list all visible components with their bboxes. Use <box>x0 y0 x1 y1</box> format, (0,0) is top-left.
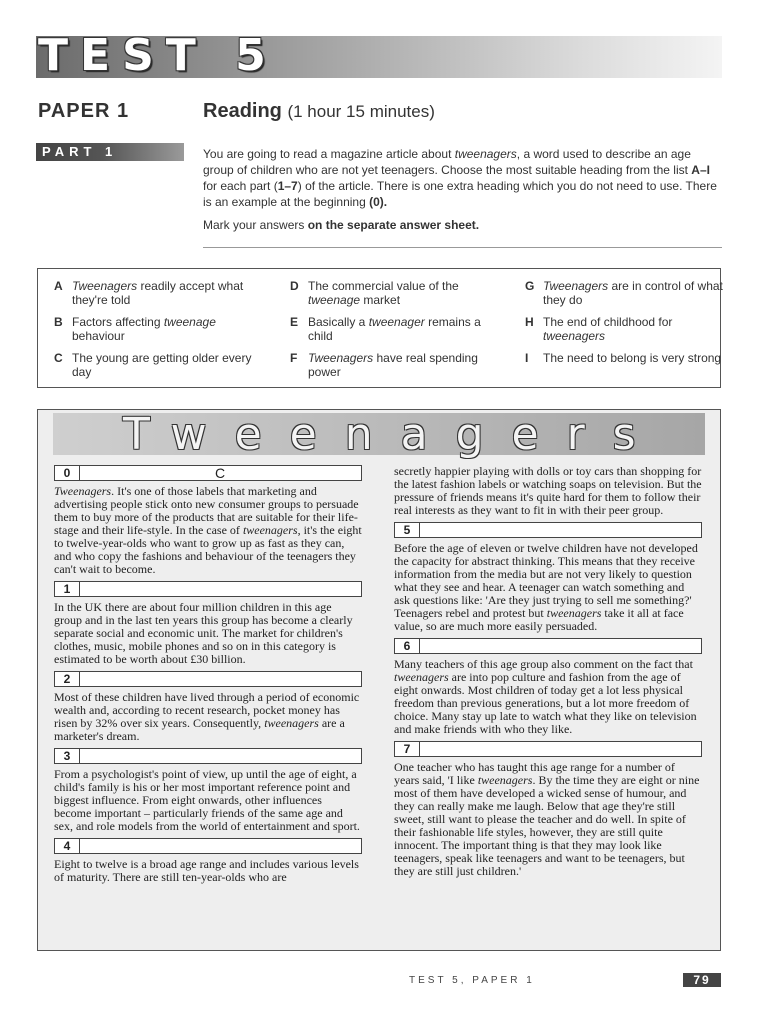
example-answer: C <box>215 465 226 481</box>
answer-box-5[interactable] <box>394 522 702 538</box>
article-paragraph: From a psychologist's point of view, up until the age of eight, a child's family is his or her most important reference point and biggest influence. From eight onwards, other influences become important – particularly friends of the same age and sex, and role models from the world of entertainment and sport. <box>54 767 360 833</box>
instructions: You are going to read a magazine article about tweenagers, a word used to describe an age group of children who are not yet teenagers. Choose the most suitable heading from the list A–I for each part (1–7) of the article. There is one extra heading which you do not need to use. There is an example at the beginning (0). <box>203 147 717 209</box>
article-title: Tweenagers <box>123 409 664 460</box>
heading-option-a <box>54 279 254 307</box>
article-paragraph: One teacher who has taught this age range for a number of years said, 'I like tweenagers. By the time they are eight or nine most of them have developed a wicked sense of humour, and they can really make me laugh. Below that age they're still sweet, still want to please the teacher and do well. In spite of their fashionable life styles, however, they are still quite innocent. The important thing is that they may look like teenagers, speak like teenagers and want to be teenagers, but they are still just children.' <box>394 760 700 878</box>
heading-letter: A <box>54 279 63 293</box>
answer-box-2[interactable] <box>54 671 362 687</box>
answer-box-7[interactable] <box>394 741 702 757</box>
section-duration: (1 hour 15 minutes) <box>287 102 435 121</box>
heading-letter: H <box>525 315 534 329</box>
heading-option-c <box>54 351 254 379</box>
section-number: 3 <box>55 749 80 763</box>
article-paragraph: Tweenagers. It's one of those labels that marketing and advertising people stick onto new consumer groups to persuade them to buy more of the products that are suitable for their life-stage and their life-style. In the case of tweenagers, it's the eight to twelve-year-olds who want to grow up as fast as they can, and who copy the fashions and behaviour of the teenagers they can't wait to become. <box>54 484 362 576</box>
article-column-left <box>54 465 362 889</box>
divider <box>203 247 722 248</box>
heading-letter: C <box>54 351 63 365</box>
article-header <box>53 409 705 460</box>
answer-box-4[interactable] <box>54 838 362 854</box>
heading-text: The young are getting older every day <box>72 351 252 379</box>
heading-letter: B <box>54 315 63 329</box>
heading-option-e <box>290 315 490 343</box>
section-number: 0 <box>55 466 80 480</box>
paper-label: PAPER 1 <box>38 100 130 122</box>
article-paragraph: In the UK there are about four million children in this age group and in the last ten years this group has become a clearly separate social and economic unit. The market for children's clothes, music, mobile phones and so on in this category is estimated to be worth about £30 billion. <box>54 600 353 666</box>
heading-letter: D <box>290 279 299 293</box>
heading-letter: F <box>290 351 298 365</box>
answer-box-1[interactable] <box>54 581 362 597</box>
heading-text: Tweenagers readily accept what they're told <box>72 279 244 307</box>
heading-text: The end of childhood for tweenagers <box>543 315 673 343</box>
heading-text: The need to belong is very strong <box>543 351 722 365</box>
section-number: 6 <box>395 639 420 653</box>
answer-box-3[interactable] <box>54 748 362 764</box>
section-number: 2 <box>55 672 80 686</box>
heading-text: Tweenagers have real spending power <box>308 351 478 379</box>
heading-option-d <box>290 279 490 307</box>
answer-box-0[interactable] <box>54 465 362 481</box>
section-number: 4 <box>55 839 80 853</box>
heading-text: Factors affecting tweenage behaviour <box>72 315 216 343</box>
heading-option-f <box>290 351 490 379</box>
heading-text: Tweenagers are in control of what they do <box>543 279 723 307</box>
answer-sheet-instruction: Mark your answers on the separate answer sheet. <box>203 218 480 232</box>
section-number: 5 <box>395 523 420 537</box>
article <box>37 409 721 951</box>
article-paragraph: Most of these children have lived through a period of economic wealth and, according to recent research, pocket money has risen by 32% over six years. Consequently, tweenagers are a marketer's dream. <box>54 690 360 743</box>
part-badge: PART 1 <box>36 143 184 161</box>
headings-list <box>37 268 721 388</box>
heading-text: Basically a tweenager remains a child <box>308 315 481 343</box>
heading-option-h <box>525 315 725 343</box>
article-paragraph: secretly happier playing with dolls or toy cars than shopping for the latest fashion labels or watching soaps on television. But the pressure of friends means it's quite hard for them to follow their real interests as they want to fit in with their peer group. <box>394 464 702 517</box>
article-column-right <box>394 465 702 883</box>
article-paragraph: Many teachers of this age group also comment on the fact that tweenagers are into pop culture and fashion from the age of eight onwards. Most children of today get a lot less physical freedom than previous generations, but a lot more freedom of choice. Many stay up late to watch what they like on television and make friends with who they like. <box>394 657 697 736</box>
heading-text: The commercial value of the tweenage market <box>308 279 459 307</box>
page-number: 79 <box>683 973 721 987</box>
section-name: Reading <box>203 100 282 122</box>
article-paragraph: Before the age of eleven or twelve children have not developed the capacity for abstract thinking. This means that they receive information from the media but are not very likely to question what they see and hear. A teenager can watch something and ask questions like: 'Are they just trying to sell me something?' Teenagers rebel and protest but tweenagers take it all at face value, so are much more easily persuaded. <box>394 541 698 633</box>
section-title <box>203 100 435 123</box>
section-number: 1 <box>55 582 80 596</box>
heading-option-g <box>525 279 725 307</box>
heading-letter: I <box>525 351 529 365</box>
heading-option-i <box>525 351 725 365</box>
article-paragraph: Eight to twelve is a broad age range and includes various levels of maturity. There are still ten-year-olds who are <box>54 857 359 884</box>
section-number: 7 <box>395 742 420 756</box>
running-head: TEST 5, PAPER 1 <box>409 975 535 986</box>
answer-box-6[interactable] <box>394 638 702 654</box>
heading-letter: E <box>290 315 299 329</box>
test-title: TEST 5 <box>38 30 278 81</box>
heading-letter: G <box>525 279 535 293</box>
heading-option-b <box>54 315 254 343</box>
